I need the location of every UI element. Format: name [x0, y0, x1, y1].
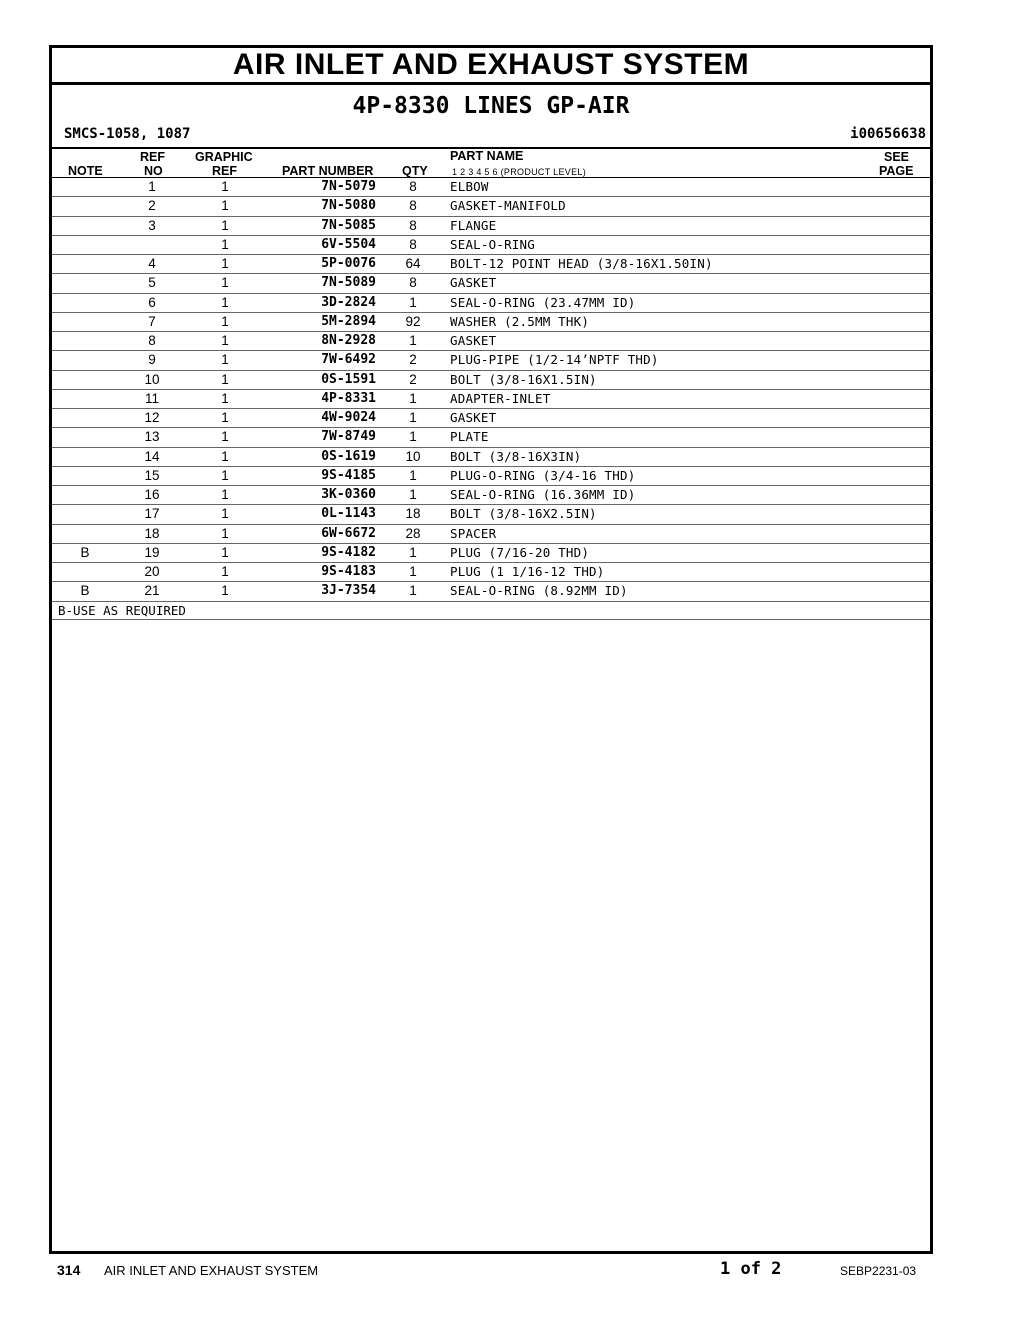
notes-row: B-USE AS REQUIRED: [52, 602, 930, 620]
footer-section-title: AIR INLET AND EXHAUST SYSTEM: [104, 1263, 319, 1278]
ref-number-cell: 21: [144, 583, 160, 599]
ref-number-cell: 17: [144, 506, 160, 522]
ref-number-cell: 20: [144, 564, 160, 579]
smcs-row: [52, 121, 930, 149]
graphic-ref-cell: 1: [221, 198, 229, 214]
qty-cell: 8: [409, 217, 417, 233]
qty-cell: 10: [405, 448, 421, 464]
table-row: [52, 563, 930, 582]
table-row: [52, 505, 930, 524]
part-name-cell: PLUG-O-RING (3/4-16 THD): [450, 467, 636, 483]
ref-number-cell: 2: [148, 198, 156, 214]
qty-cell: 1: [409, 390, 417, 406]
graphic-ref-cell: 1: [221, 390, 229, 406]
illustration-id: i00656638: [850, 126, 926, 142]
qty-cell: 8: [409, 179, 417, 194]
part-number-cell: 0L-1143: [321, 506, 376, 522]
table-row: [52, 294, 930, 313]
graphic-ref-cell: 1: [221, 217, 229, 233]
part-name-cell: SPACER: [450, 525, 497, 541]
part-number-cell: 9S-4185: [321, 467, 376, 483]
qty-cell: 8: [409, 236, 417, 252]
header-see-bottom: PAGE: [879, 164, 914, 178]
header-product-levels: 1 2 3 4 5 6 (PRODUCT LEVEL): [452, 167, 586, 177]
graphic-ref-cell: 1: [221, 371, 229, 387]
ref-number-cell: 9: [148, 352, 156, 368]
part-name-cell: PLUG (1 1/16-12 THD): [450, 564, 605, 579]
graphic-ref-cell: 1: [221, 236, 229, 252]
part-name-cell: GASKET-MANIFOLD: [450, 198, 566, 214]
ref-number-cell: 8: [148, 333, 156, 348]
header-graphic-top: GRAPHIC: [195, 150, 253, 164]
qty-cell: 18: [405, 506, 421, 522]
ref-number-cell: 19: [144, 544, 160, 560]
part-name-cell: FLANGE: [450, 217, 497, 233]
table-row: [52, 313, 930, 332]
page-title: AIR INLET AND EXHAUST SYSTEM: [52, 48, 930, 85]
qty-cell: 1: [409, 429, 417, 445]
header-see-top: SEE: [884, 150, 910, 164]
ref-number-cell: 3: [148, 217, 156, 233]
table-row: [52, 351, 930, 370]
graphic-ref-cell: 1: [221, 179, 229, 194]
table-row: [52, 371, 930, 390]
qty-cell: 1: [409, 544, 417, 560]
parts-table-body: [52, 178, 930, 602]
qty-cell: 1: [409, 487, 417, 502]
ref-number-cell: 10: [144, 371, 160, 387]
part-number-cell: 7N-5089: [321, 275, 376, 291]
ref-number-cell: 12: [144, 410, 160, 425]
qty-cell: 1: [409, 410, 417, 425]
part-number-cell: 7W-6492: [321, 352, 376, 368]
qty-cell: 2: [409, 352, 417, 368]
table-row: [52, 217, 930, 236]
part-number-cell: 0S-1591: [321, 371, 376, 387]
table-row: [52, 448, 930, 467]
graphic-ref-cell: 1: [221, 467, 229, 483]
table-row: [52, 178, 930, 197]
ref-number-cell: 15: [144, 467, 160, 483]
footer-page-number: 314: [57, 1262, 81, 1278]
part-number-cell: 7N-5085: [321, 217, 376, 233]
table-row: [52, 274, 930, 293]
header-ref-top: REF: [140, 150, 165, 164]
header-qty: QTY: [402, 164, 428, 178]
table-row: [52, 428, 930, 447]
graphic-ref-cell: 1: [221, 275, 229, 291]
part-name-cell: BOLT-12 POINT HEAD (3/8-16X1.50IN): [450, 256, 713, 271]
part-number-cell: 4P-8331: [321, 390, 376, 406]
part-number-cell: 6W-6672: [321, 525, 376, 541]
graphic-ref-cell: 1: [221, 410, 229, 425]
table-row: [52, 582, 930, 601]
qty-cell: 1: [409, 467, 417, 483]
part-name-cell: PLUG-PIPE (1/2-14’NPTF THD): [450, 352, 659, 368]
part-name-cell: GASKET: [450, 410, 497, 425]
part-number-cell: 9S-4182: [321, 544, 376, 560]
footer-document-id: SEBP2231-03: [840, 1264, 917, 1278]
graphic-ref-cell: 1: [221, 506, 229, 522]
qty-cell: 92: [405, 313, 421, 329]
part-name-cell: SEAL-O-RING (16.36MM ID): [450, 487, 636, 502]
ref-number-cell: 16: [144, 487, 160, 502]
graphic-ref-cell: 1: [221, 352, 229, 368]
part-number-cell: 9S-4183: [321, 564, 376, 579]
graphic-ref-cell: 1: [221, 544, 229, 560]
note-cell: B: [80, 583, 90, 599]
part-number-cell: 5P-0076: [321, 256, 376, 271]
part-name-cell: BOLT (3/8-16X2.5IN): [450, 506, 597, 522]
header-part-number: PART NUMBER: [282, 164, 374, 178]
qty-cell: 1: [409, 564, 417, 579]
part-number-cell: 7W-8749: [321, 429, 376, 445]
part-number-cell: 0S-1619: [321, 448, 376, 464]
part-number-cell: 3D-2824: [321, 294, 376, 310]
note-cell: B: [80, 544, 90, 560]
graphic-ref-cell: 1: [221, 525, 229, 541]
graphic-ref-cell: 1: [221, 448, 229, 464]
qty-cell: 2: [409, 371, 417, 387]
footer-page-of: 1 of 2: [720, 1259, 782, 1279]
table-row: [52, 390, 930, 409]
part-name-cell: BOLT (3/8-16X1.5IN): [450, 371, 597, 387]
part-number-cell: 4W-9024: [321, 410, 376, 425]
ref-number-cell: 6: [148, 294, 156, 310]
part-number-cell: 7N-5079: [321, 179, 376, 194]
graphic-ref-cell: 1: [221, 333, 229, 348]
ref-number-cell: 13: [144, 429, 160, 445]
graphic-ref-cell: 1: [221, 294, 229, 310]
part-name-cell: GASKET: [450, 275, 497, 291]
ref-number-cell: 4: [148, 256, 156, 271]
table-row: [52, 332, 930, 351]
table-row: [52, 467, 930, 486]
part-name-cell: PLUG (7/16-20 THD): [450, 544, 590, 560]
part-name-cell: WASHER (2.5MM THK): [450, 313, 590, 329]
page-footer: [0, 1256, 1020, 1286]
part-number-cell: 7N-5080: [321, 198, 376, 214]
graphic-ref-cell: 1: [221, 487, 229, 502]
ref-number-cell: 14: [144, 448, 160, 464]
part-number-cell: 5M-2894: [321, 313, 376, 329]
graphic-ref-cell: 1: [221, 583, 229, 599]
part-name-cell: PLATE: [450, 429, 489, 445]
header-note: NOTE: [68, 164, 103, 178]
header-part-name: PART NAME: [450, 149, 524, 163]
table-row: [52, 409, 930, 428]
header-ref-bottom: NO: [144, 164, 163, 178]
part-name-cell: BOLT (3/8-16X3IN): [450, 448, 582, 464]
table-row: [52, 236, 930, 255]
part-name-cell: SEAL-O-RING (23.47MM ID): [450, 294, 636, 310]
qty-cell: 1: [409, 333, 417, 348]
group-title: 4P-8330 LINES GP-AIR: [352, 93, 630, 119]
part-number-cell: 6V-5504: [321, 236, 376, 252]
graphic-ref-cell: 1: [221, 429, 229, 445]
qty-cell: 1: [409, 583, 417, 599]
ref-number-cell: 1: [148, 179, 156, 194]
qty-cell: 64: [405, 256, 421, 271]
qty-cell: 1: [409, 294, 417, 310]
part-number-cell: 3K-0360: [321, 487, 376, 502]
header-graphic-bottom: REF: [212, 164, 237, 178]
graphic-ref-cell: 1: [221, 313, 229, 329]
qty-cell: 8: [409, 275, 417, 291]
qty-cell: 8: [409, 198, 417, 214]
part-number-cell: 3J-7354: [321, 583, 376, 599]
table-header: [52, 149, 930, 178]
part-name-cell: GASKET: [450, 333, 497, 348]
part-name-cell: SEAL-O-RING (8.92MM ID): [450, 583, 628, 599]
part-name-cell: SEAL-O-RING: [450, 236, 535, 252]
part-name-cell: ADAPTER-INLET: [450, 390, 551, 406]
smcs-code: SMCS-1058, 1087: [64, 126, 191, 142]
table-row: [52, 255, 930, 274]
table-row: [52, 525, 930, 544]
ref-number-cell: 18: [144, 525, 160, 541]
table-row: [52, 544, 930, 563]
ref-number-cell: 11: [144, 390, 159, 406]
table-row: [52, 486, 930, 505]
part-number-cell: 8N-2928: [321, 333, 376, 348]
part-name-cell: ELBOW: [450, 179, 489, 194]
qty-cell: 28: [405, 525, 421, 541]
graphic-ref-cell: 1: [221, 256, 229, 271]
ref-number-cell: 7: [148, 313, 156, 329]
table-row: [52, 197, 930, 216]
graphic-ref-cell: 1: [221, 564, 229, 579]
parts-page-frame: [49, 45, 933, 1254]
ref-number-cell: 5: [148, 275, 156, 291]
